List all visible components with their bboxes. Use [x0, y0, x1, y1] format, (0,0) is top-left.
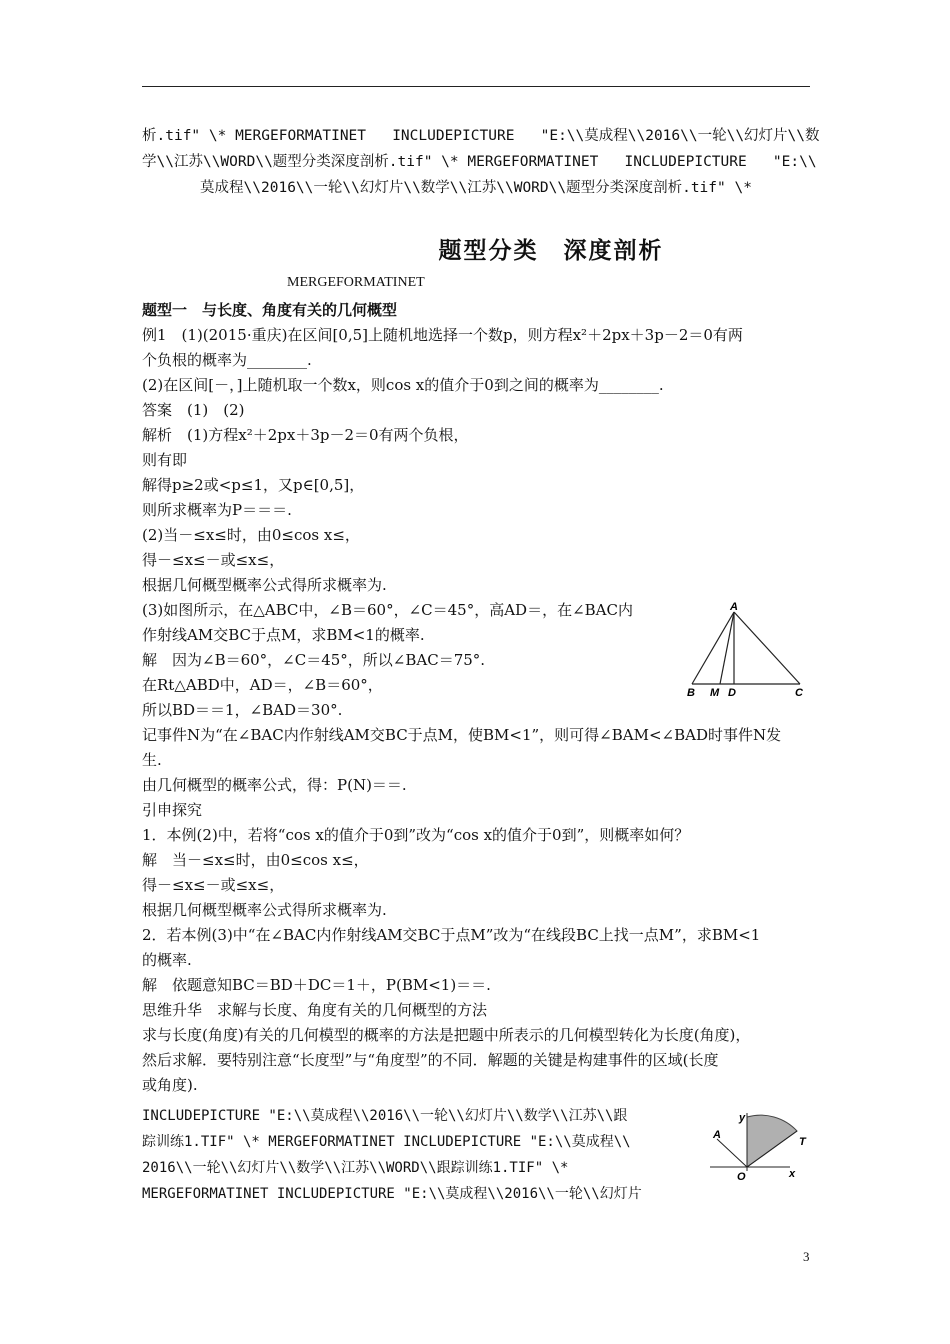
- footer-line-3: 2016\\一轮\\幻灯片\\数学\\江苏\\WORD\\跟踪训练1.TIF" \*: [142, 1160, 569, 1176]
- body-line: 记事件N为“在∠BAC内作射线AM交BC于点M，使BM<1”，则可得∠BAM<∠BAD时事件N发: [142, 726, 782, 744]
- footer-line-2: 踪训练1.TIF" \* MERGEFORMATINET INCLUDEPICTURE "E:\\莫成程\\: [142, 1134, 631, 1150]
- body-line: 所以BD＝＝1，∠BAD＝30°.: [142, 701, 343, 719]
- label-y: y: [739, 1112, 746, 1124]
- section-heading: 题型一 与长度、角度有关的几何概型: [142, 301, 398, 319]
- body-line: 思维升华 求解与长度、角度有关的几何概型的方法: [142, 1001, 488, 1019]
- merge-field-text: MERGEFORMATINET: [287, 275, 425, 290]
- body-line: 2．若本例(3)中“在∠BAC内作射线AM交BC于点M”改为“在线段BC上找一点M”，求BM<1: [142, 926, 761, 944]
- label-A2: A: [713, 1129, 721, 1141]
- body-line: 得－≤x≤－或≤x≤，: [142, 876, 285, 894]
- body-line: 解 依题意知BC＝BD＋DC＝1＋，P(BM<1)＝＝.: [142, 976, 491, 994]
- body-line: 根据几何概型概率公式得所求概率为.: [142, 576, 387, 594]
- body-line: 的概率.: [142, 951, 192, 969]
- body-line: 或角度).: [142, 1076, 198, 1094]
- body-line: 解 因为∠B＝60°，∠C＝45°，所以∠BAC＝75°.: [142, 651, 486, 669]
- body-line: (3)如图所示，在△ABC中，∠B＝60°，∠C＝45°，高AD＝，在∠BAC内: [142, 601, 633, 619]
- label-A: A: [730, 601, 738, 613]
- footer-line-4: MERGEFORMATINET INCLUDEPICTURE "E:\\莫成程\\2016\\一轮\\幻灯片: [142, 1186, 642, 1202]
- body-line: (2)在区间[－，]上随机取一个数x，则cos x的值介于0到之间的概率为________.: [142, 376, 664, 394]
- label-O: O: [737, 1171, 746, 1183]
- body-line: 得－≤x≤－或≤x≤，: [142, 551, 285, 569]
- body-line: 例1 (1)(2015·重庆)在区间[0,5]上随机地选择一个数p，则方程x²＋2px＋3p－2＝0有两: [142, 326, 743, 344]
- page-title: 题型分类 深度剖析: [438, 238, 664, 264]
- header-line-3: 莫成程\\2016\\一轮\\幻灯片\\数学\\江苏\\WORD\\题型分类深度剖析.tif" \*: [200, 180, 752, 196]
- body-line: 根据几何概型概率公式得所求概率为.: [142, 901, 387, 919]
- body-line: 引申探究: [142, 801, 203, 819]
- sector-figure: [705, 1105, 815, 1190]
- body-line: 解得p≥2或<p≤1，又p∈[0,5]，: [142, 476, 365, 494]
- body-line: 解析 (1)方程x²＋2px＋3p－2＝0有两个负根，: [142, 426, 469, 444]
- body-line: 在Rt△ABD中，AD＝，∠B＝60°，: [142, 676, 383, 694]
- label-B: B: [687, 687, 695, 699]
- body-line: 由几何概型的概率公式，得：P(N)＝＝.: [142, 776, 407, 794]
- body-line: 1．本例(2)中，若将“cos x的值介于0到”改为“cos x的值介于0到”，则概率如何？: [142, 826, 690, 844]
- body-line: 求与长度(角度)有关的几何模型的概率的方法是把题中所表示的几何模型转化为长度(角度)，: [142, 1026, 751, 1044]
- body-line: 答案 (1) (2): [142, 401, 245, 419]
- label-x: x: [789, 1168, 796, 1180]
- triangle-figure: [680, 600, 815, 700]
- label-M: M: [710, 687, 720, 699]
- body-line: 则有即: [142, 451, 188, 469]
- footer-line-1: INCLUDEPICTURE "E:\\莫成程\\2016\\一轮\\幻灯片\\数学\\江苏\\跟: [142, 1108, 628, 1124]
- label-C: C: [795, 687, 803, 699]
- label-T: T: [799, 1136, 806, 1148]
- label-D: D: [728, 687, 736, 699]
- body-line: 解 当－≤x≤时，由0≤cos x≤，: [142, 851, 369, 869]
- body-line: (2)当－≤x≤时，由0≤cos x≤，: [142, 526, 360, 544]
- header-line-1: 析.tif" \* MERGEFORMATINET INCLUDEPICTURE "E:\\莫成程\\2016\\一轮\\幻灯片\\数: [142, 128, 820, 144]
- body-line: 个负根的概率为________.: [142, 351, 312, 369]
- page-number: 3: [803, 1249, 810, 1264]
- body-line: 作射线AM交BC于点M，求BM<1的概率.: [142, 626, 425, 644]
- header-line-2: 学\\江苏\\WORD\\题型分类深度剖析.tif" \* MERGEFORMATINET INCLUDEPICTURE "E:\\: [142, 154, 817, 170]
- header-rule: [142, 86, 810, 87]
- body-line: 然后求解．要特别注意“长度型”与“角度型”的不同．解题的关键是构建事件的区域(长度: [142, 1051, 719, 1069]
- body-line: 生.: [142, 751, 162, 769]
- body-line: 则所求概率为P＝＝＝.: [142, 501, 292, 519]
